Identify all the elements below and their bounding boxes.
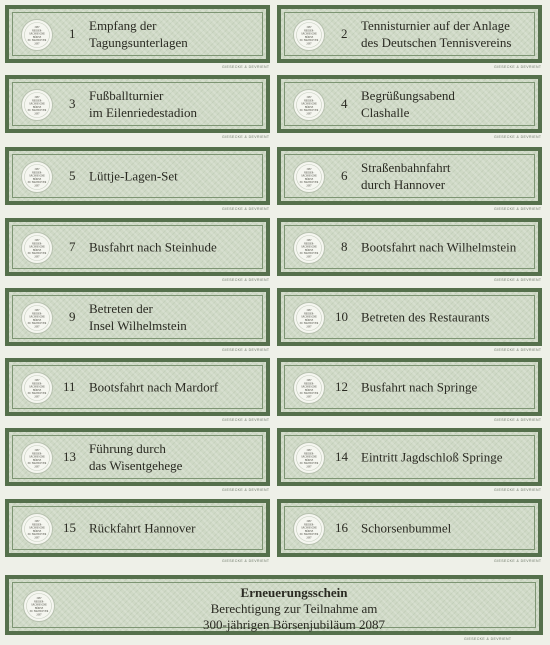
seal-text: ZU HANNOVER: [299, 392, 319, 396]
seal-text: BÖRSE: [304, 318, 314, 322]
seal-text: 2087: [34, 325, 40, 329]
exchange-seal-icon: [293, 89, 325, 121]
seal-text: SÄCHSISCHE: [301, 385, 317, 389]
exchange-seal-icon: [293, 302, 325, 334]
coupon-6: [277, 147, 542, 205]
seal-text: BÖRSE: [32, 318, 42, 322]
seal-text: 2087: [34, 255, 40, 259]
seal-text: NIEDER-: [31, 452, 43, 456]
seal-text: ZU HANNOVER: [299, 39, 319, 43]
seal-text: ZU HANNOVER: [27, 533, 47, 537]
coupon-number: 4: [341, 96, 348, 111]
seal-text: 1987: [306, 239, 312, 242]
exchange-seal-icon: [21, 232, 53, 264]
coupon-line: Tagungsunterlagen: [89, 35, 188, 50]
coupon-number: 7: [69, 239, 76, 254]
renewal-coupon: [5, 575, 543, 635]
coupon-text: [89, 440, 258, 474]
coupon-number: 8: [341, 239, 348, 254]
seal-text: SÄCHSISCHE: [29, 455, 45, 459]
seal-text: BÖRSE: [32, 105, 42, 109]
exchange-seal-icon: [293, 513, 325, 545]
coupon-text: [89, 379, 258, 396]
seal-text: NIEDER-: [303, 523, 315, 527]
exchange-seal-icon: [293, 442, 325, 474]
coupon-12: [277, 358, 542, 416]
coupon-number: 12: [335, 379, 348, 394]
coupon-text: [361, 87, 530, 121]
coupon-number: 1: [69, 26, 76, 41]
coupon-line: im Eilenriedestadion: [89, 105, 197, 120]
seal-text: ZU HANNOVER: [299, 322, 319, 326]
seal-text: ZU HANNOVER: [27, 39, 47, 43]
printer-imprint: GIESECKE & DEVRIENT: [222, 559, 270, 563]
seal-text: BÖRSE: [32, 529, 42, 533]
seal-text: SÄCHSISCHE: [29, 315, 45, 319]
coupon-number: 9: [69, 309, 76, 324]
coupon-5: [5, 147, 270, 205]
coupon-line: Schorsenbummel: [361, 520, 452, 536]
seal-text: BÖRSE: [32, 388, 42, 392]
coupon-line: Eintritt Jagdschloß Springe: [361, 449, 503, 465]
seal-text: BÖRSE: [32, 177, 42, 181]
coupon-number: 2: [341, 26, 348, 41]
seal-text: SÄCHSISCHE: [29, 102, 45, 106]
exchange-seal-icon: [21, 89, 53, 121]
coupon-line: Busfahrt nach Steinhude: [89, 239, 217, 255]
coupon-text: [361, 520, 530, 537]
printer-imprint: GIESECKE & DEVRIENT: [494, 488, 542, 492]
printer-imprint: GIESECKE & DEVRIENT: [222, 135, 270, 139]
coupon-text: [361, 239, 530, 256]
exchange-seal-icon: [293, 372, 325, 404]
seal-text: ZU HANNOVER: [299, 181, 319, 185]
printer-imprint: GIESECKE & DEVRIENT: [494, 278, 542, 282]
seal-text: NIEDER-: [303, 99, 315, 103]
seal-text: NIEDER-: [31, 312, 43, 316]
seal-text: 2087: [306, 395, 312, 399]
seal-text: BÖRSE: [304, 458, 314, 462]
seal-text: ZU HANNOVER: [27, 109, 47, 113]
seal-text: 2087: [306, 325, 312, 329]
coupon-10: [277, 288, 542, 346]
renewal-line-1: Berechtigung zur Teilnahme am: [210, 601, 378, 616]
coupon-text: [89, 239, 258, 256]
coupon-text: [89, 168, 258, 185]
seal-text: BÖRSE: [304, 248, 314, 252]
seal-text: 1987: [34, 309, 40, 312]
seal-text: 1987: [34, 168, 40, 171]
seal-text: 2087: [34, 465, 40, 469]
seal-text: 1987: [306, 26, 312, 29]
exchange-seal-icon: [21, 513, 53, 545]
seal-text: 2087: [306, 42, 312, 46]
printer-imprint: GIESECKE & DEVRIENT: [494, 348, 542, 352]
seal-text: 2087: [34, 536, 40, 540]
seal-text: 1987: [306, 309, 312, 312]
seal-text: NIEDER-: [31, 171, 43, 175]
coupon-line: Betreten der: [89, 301, 153, 316]
exchange-seal-icon: [293, 232, 325, 264]
seal-text: NIEDER-: [31, 382, 43, 386]
seal-text: NIEDER-: [303, 242, 315, 246]
seal-text: NIEDER-: [303, 171, 315, 175]
printer-imprint: GIESECKE & DEVRIENT: [494, 135, 542, 139]
coupon-number: 3: [69, 96, 76, 111]
exchange-seal-icon: [21, 19, 53, 51]
seal-text: BÖRSE: [304, 529, 314, 533]
coupon-line: Fußballturnier: [89, 88, 164, 103]
seal-text: NIEDER-: [303, 382, 315, 386]
seal-text: SÄCHSISCHE: [301, 455, 317, 459]
coupon-number: 14: [335, 449, 348, 464]
seal-text: BÖRSE: [304, 105, 314, 109]
coupon-number: 6: [341, 168, 348, 183]
seal-text: 1987: [34, 520, 40, 523]
seal-text: NIEDER-: [303, 312, 315, 316]
coupon-number: 13: [63, 449, 76, 464]
coupon-14: [277, 428, 542, 486]
renewal-title: Erneuerungsschein: [240, 585, 348, 600]
printer-imprint: GIESECKE & DEVRIENT: [222, 418, 270, 422]
seal-text: SÄCHSISCHE: [31, 603, 47, 607]
seal-text: SÄCHSISCHE: [301, 32, 317, 36]
seal-text: 2087: [36, 613, 42, 617]
coupon-text: [89, 87, 258, 121]
coupon-line: Führung durch: [89, 441, 166, 456]
seal-text: 2087: [306, 255, 312, 259]
exchange-seal-icon: [21, 442, 53, 474]
coupon-text: [361, 159, 530, 193]
coupon-9: [5, 288, 270, 346]
printer-imprint: GIESECKE & DEVRIENT: [222, 207, 270, 211]
seal-text: BÖRSE: [32, 458, 42, 462]
seal-text: 2087: [306, 536, 312, 540]
coupon-11: [5, 358, 270, 416]
coupon-number: 16: [335, 520, 348, 535]
seal-text: ZU HANNOVER: [27, 252, 47, 256]
seal-text: NIEDER-: [31, 29, 43, 33]
seal-text: 1987: [306, 520, 312, 523]
seal-text: NIEDER-: [33, 600, 45, 604]
seal-text: 1987: [306, 379, 312, 382]
coupon-8: [277, 218, 542, 276]
seal-text: 1987: [306, 96, 312, 99]
coupon-line: Bootsfahrt nach Mardorf: [89, 379, 219, 395]
seal-text: SÄCHSISCHE: [301, 102, 317, 106]
seal-text: NIEDER-: [303, 29, 315, 33]
seal-text: ZU HANNOVER: [299, 462, 319, 466]
seal-text: ZU HANNOVER: [299, 109, 319, 113]
seal-text: SÄCHSISCHE: [301, 174, 317, 178]
coupon-2: [277, 5, 542, 63]
coupon-number: 15: [63, 520, 76, 535]
exchange-seal-icon: [21, 372, 53, 404]
coupon-number: 11: [63, 379, 76, 394]
coupon-line: Insel Wilhelmstein: [89, 318, 187, 333]
seal-text: 2087: [34, 395, 40, 399]
coupon-line: durch Hannover: [361, 177, 446, 192]
coupon-16: [277, 499, 542, 557]
coupon-line: Bootsfahrt nach Wilhelmstein: [361, 239, 517, 255]
coupon-text: [361, 449, 530, 466]
seal-text: 2087: [306, 465, 312, 469]
exchange-seal-icon: [21, 302, 53, 334]
coupon-text: [89, 300, 258, 334]
seal-text: 1987: [34, 26, 40, 29]
seal-text: 2087: [34, 112, 40, 116]
exchange-seal-icon: [293, 161, 325, 193]
printer-imprint: GIESECKE & DEVRIENT: [494, 207, 542, 211]
renewal-text: [69, 585, 519, 633]
printer-imprint: GIESECKE & DEVRIENT: [222, 348, 270, 352]
coupon-line: Lüttje-Lagen-Set: [89, 168, 178, 184]
coupon-text: [361, 309, 530, 326]
seal-text: ZU HANNOVER: [27, 181, 47, 185]
coupon-15: [5, 499, 270, 557]
coupon-text: [361, 17, 530, 51]
seal-text: NIEDER-: [303, 452, 315, 456]
coupon-number: 10: [335, 309, 348, 324]
coupon-line: Clashalle: [361, 105, 410, 120]
coupon-line: das Wisentgehege: [89, 458, 183, 473]
seal-text: 1987: [34, 449, 40, 452]
seal-text: SÄCHSISCHE: [29, 526, 45, 530]
coupon-13: [5, 428, 270, 486]
coupon-line: des Deutschen Tennisvereins: [361, 35, 512, 50]
coupon-line: Betreten des Restaurants: [361, 309, 490, 325]
coupon-3: [5, 75, 270, 133]
seal-text: 2087: [34, 42, 40, 46]
seal-text: SÄCHSISCHE: [29, 32, 45, 36]
coupon-1: [5, 5, 270, 63]
seal-text: NIEDER-: [31, 99, 43, 103]
coupon-text: [361, 379, 530, 396]
seal-text: ZU HANNOVER: [27, 322, 47, 326]
coupon-7: [5, 218, 270, 276]
seal-text: 1987: [36, 597, 42, 600]
seal-text: ZU HANNOVER: [299, 533, 319, 537]
exchange-seal-icon: [21, 161, 53, 193]
seal-text: BÖRSE: [32, 35, 42, 39]
seal-text: 1987: [306, 449, 312, 452]
coupon-line: Rückfahrt Hannover: [89, 520, 196, 536]
printer-imprint: GIESECKE & DEVRIENT: [494, 418, 542, 422]
seal-text: NIEDER-: [31, 242, 43, 246]
coupon-line: Straßenbahnfahrt: [361, 160, 451, 175]
seal-text: 2087: [306, 184, 312, 188]
printer-imprint: GIESECKE & DEVRIENT: [494, 559, 542, 563]
printer-imprint: GIESECKE & DEVRIENT: [494, 65, 542, 69]
coupon-line: Begrüßungsabend: [361, 88, 455, 103]
printer-imprint: GIESECKE & DEVRIENT: [222, 65, 270, 69]
coupon-number: 5: [69, 168, 76, 183]
seal-text: 2087: [34, 184, 40, 188]
printer-imprint: GIESECKE & DEVRIENT: [464, 637, 512, 641]
coupon-line: Empfang der: [89, 18, 157, 33]
seal-text: ZU HANNOVER: [27, 462, 47, 466]
seal-text: SÄCHSISCHE: [301, 245, 317, 249]
seal-text: 1987: [306, 168, 312, 171]
seal-text: 1987: [34, 239, 40, 242]
exchange-seal-icon: [23, 590, 55, 622]
seal-text: BÖRSE: [304, 177, 314, 181]
seal-text: 1987: [34, 96, 40, 99]
coupon-text: [89, 17, 258, 51]
seal-text: SÄCHSISCHE: [301, 526, 317, 530]
printer-imprint: GIESECKE & DEVRIENT: [222, 488, 270, 492]
seal-text: SÄCHSISCHE: [29, 245, 45, 249]
seal-text: ZU HANNOVER: [299, 252, 319, 256]
seal-text: BÖRSE: [304, 388, 314, 392]
seal-text: BÖRSE: [34, 606, 44, 610]
coupon-line: Busfahrt nach Springe: [361, 379, 478, 395]
renewal-line-2: 300-jährigen Börsenjubiläum 2087: [203, 617, 385, 632]
coupon-line: Tennisturnier auf der Anlage: [361, 18, 510, 33]
seal-text: 1987: [34, 379, 40, 382]
seal-text: BÖRSE: [304, 35, 314, 39]
seal-text: ZU HANNOVER: [29, 610, 49, 614]
exchange-seal-icon: [293, 19, 325, 51]
seal-text: ZU HANNOVER: [27, 392, 47, 396]
printer-imprint: GIESECKE & DEVRIENT: [222, 278, 270, 282]
seal-text: SÄCHSISCHE: [29, 385, 45, 389]
seal-text: 2087: [306, 112, 312, 116]
seal-text: BÖRSE: [32, 248, 42, 252]
coupon-4: [277, 75, 542, 133]
coupon-text: [89, 520, 258, 537]
seal-text: SÄCHSISCHE: [301, 315, 317, 319]
seal-text: NIEDER-: [31, 523, 43, 527]
seal-text: SÄCHSISCHE: [29, 174, 45, 178]
